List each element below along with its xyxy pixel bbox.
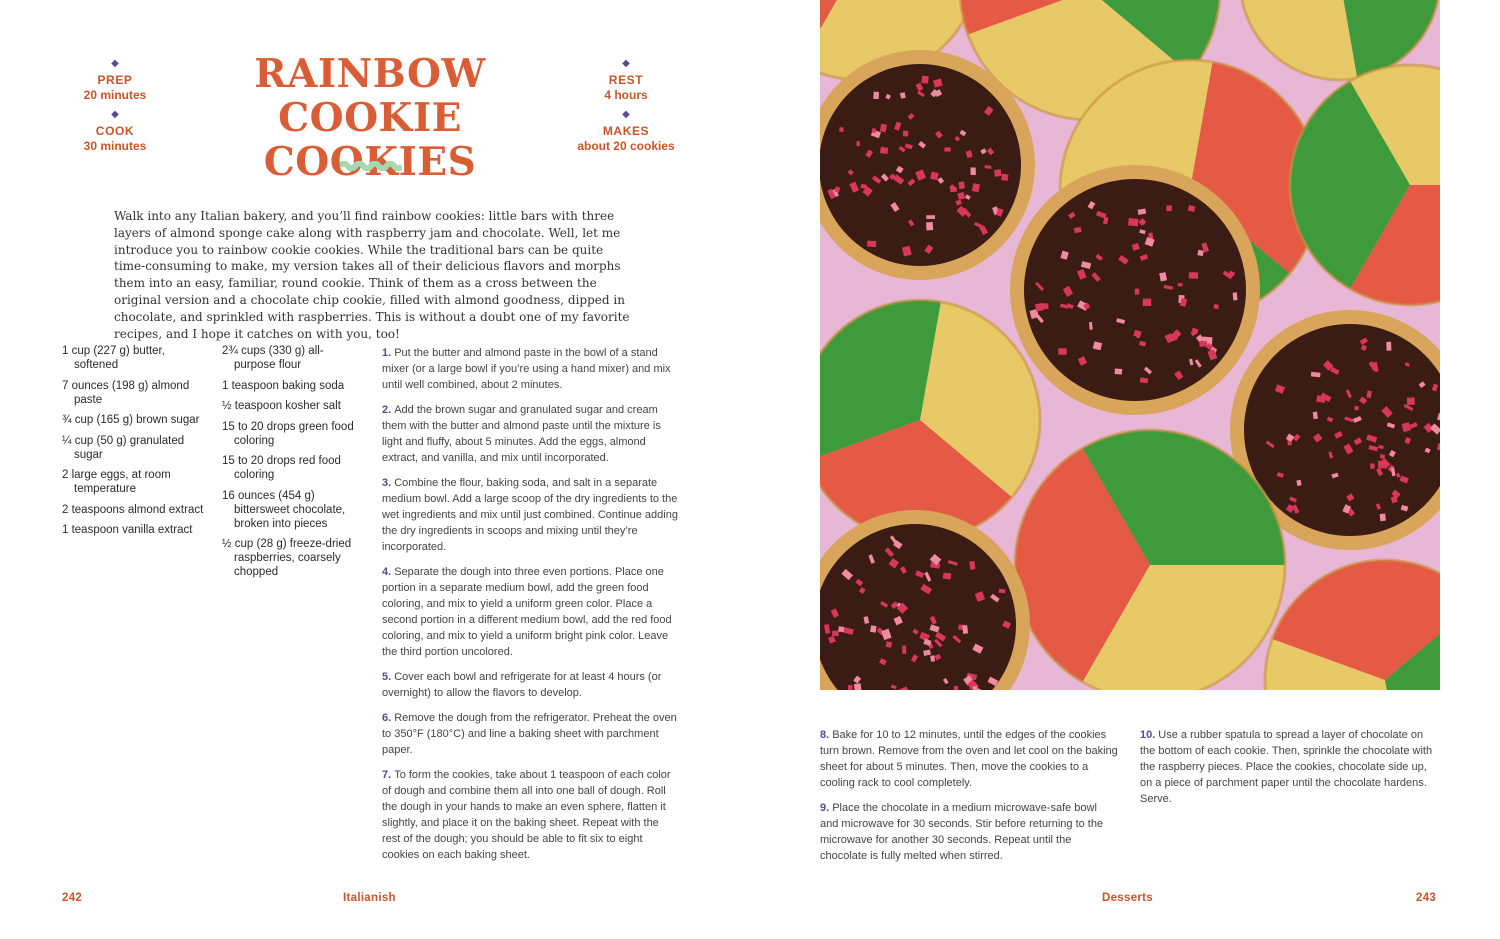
raspberry-piece bbox=[854, 683, 862, 690]
ingredient-item: 15 to 20 drops red food coloring bbox=[222, 455, 341, 481]
cook-meta bbox=[40, 110, 190, 154]
makes-meta bbox=[551, 110, 701, 154]
method-step bbox=[820, 800, 1118, 864]
step-text: To form the cookies, take about 1 teaspoon of each color of dough and combine them all into one ball of dough. Roll the dough in your hands to make an even sphere, flatten it slightly, and place it on the baking sheet. Repeat with the rest of the dough; you should be able to fit six to eight cookies on each baking sheet. bbox=[382, 769, 671, 861]
method-steps-left bbox=[382, 345, 680, 872]
method-step bbox=[382, 669, 680, 701]
running-head-right: Desserts bbox=[1102, 892, 1153, 904]
method-step bbox=[382, 345, 680, 393]
raspberry-piece bbox=[1115, 369, 1123, 375]
raspberry-piece bbox=[1166, 205, 1171, 211]
raspberry-piece bbox=[1407, 397, 1415, 405]
prep-label: PREP bbox=[97, 73, 133, 87]
step-number: 7. bbox=[382, 769, 392, 781]
raspberry-piece bbox=[1143, 299, 1151, 306]
prep-meta bbox=[40, 59, 190, 103]
raspberry-piece bbox=[969, 561, 975, 570]
method-step bbox=[382, 402, 680, 466]
step-number: 10. bbox=[1140, 729, 1156, 741]
raspberry-piece bbox=[959, 181, 965, 189]
ingredient-item: 2¾ cups (330 g) all-purpose flour bbox=[222, 345, 324, 371]
raspberry-piece bbox=[880, 147, 888, 154]
raspberry-piece bbox=[1370, 463, 1375, 468]
step-text: Bake for 10 to 12 minutes, until the edges of the cookies turn brown. Remove from the oven and let cool on the baking sheet for about 5 minutes. Then, move the cookies to a cooling rack to cool completely. bbox=[820, 729, 1118, 789]
page-number-left: 242 bbox=[62, 892, 83, 904]
ingredients-column-1 bbox=[62, 344, 207, 544]
method-steps-right bbox=[1140, 727, 1436, 816]
diamond-icon: ◆ bbox=[111, 109, 119, 120]
rest-label: REST bbox=[608, 73, 644, 87]
raspberry-piece bbox=[1135, 289, 1140, 295]
raspberry-piece bbox=[1197, 250, 1203, 256]
ingredients-column-2 bbox=[222, 344, 362, 586]
chocolate-cookie bbox=[1010, 165, 1260, 415]
makes-value: about 20 cookies bbox=[577, 139, 675, 153]
step-text: Separate the dough into three even portions. Place one portion in a separate medium bowl, add the green food coloring, and mix to yield a uniform green color. Place a second portion in a different medium bowl, add the red food coloring, and mix to yield a uniform bright pink color. Leave the third portion uncolored. bbox=[382, 566, 672, 658]
rest-value: 4 hours bbox=[604, 88, 648, 102]
method-step bbox=[382, 475, 680, 555]
step-text: Remove the dough from the refrigerator. Preheat the oven to 350°F (180°C) and line a baking sheet with parchment paper. bbox=[382, 712, 677, 756]
raspberry-piece bbox=[1378, 461, 1387, 469]
raspberry-piece bbox=[1355, 406, 1359, 410]
raspberry-piece bbox=[943, 572, 952, 579]
raspberry-piece bbox=[926, 215, 935, 219]
ingredient-item: ½ teaspoon kosher salt bbox=[222, 400, 341, 412]
method-step bbox=[382, 564, 680, 660]
step-text: Cover each bowl and refrigerate for at least 4 hours (or overnight) to allow the flavors to develop. bbox=[382, 671, 662, 699]
raspberry-piece bbox=[832, 631, 839, 636]
method-steps-middle bbox=[820, 727, 1118, 873]
raspberry-piece bbox=[921, 76, 929, 84]
raspberry-piece bbox=[1189, 272, 1198, 278]
step-text: Add the brown sugar and granulated sugar and cream them with the butter and almond paste until the mixture is light and fluffy, about 5 minutes. Add the eggs, almond extract, and vanilla, and mix until incorporated. bbox=[382, 404, 661, 464]
raspberry-piece bbox=[954, 686, 959, 690]
raspberry-piece bbox=[1386, 342, 1391, 351]
step-text: Put the butter and almond paste in the bowl of a stand mixer (or a large bowl if you’re using a hand mixer) and mix until well combined, about 2 minutes. bbox=[382, 347, 671, 391]
raspberry-piece bbox=[1058, 348, 1066, 355]
squiggle-divider bbox=[340, 161, 402, 171]
raspberry-piece bbox=[838, 626, 844, 632]
step-number: 8. bbox=[820, 729, 830, 741]
raspberry-piece bbox=[1199, 341, 1207, 347]
ingredient-item: 2 large eggs, at room temperature bbox=[62, 469, 171, 495]
raspberry-piece bbox=[930, 655, 935, 661]
ingredient-item: 1 cup (227 g) butter, softened bbox=[62, 345, 165, 371]
raspberry-piece bbox=[950, 187, 957, 192]
ingredient-item: 2 teaspoons almond extract bbox=[62, 503, 204, 516]
raspberry-piece bbox=[1128, 218, 1138, 226]
ingredient-item: 1 teaspoon vanilla extract bbox=[62, 524, 193, 536]
method-step bbox=[382, 767, 680, 863]
diamond-icon: ◆ bbox=[622, 109, 630, 120]
raspberry-piece bbox=[848, 685, 853, 690]
makes-label: MAKES bbox=[602, 124, 650, 138]
raspberry-piece bbox=[867, 240, 876, 247]
step-number: 2. bbox=[382, 404, 392, 416]
raspberry-piece bbox=[872, 128, 876, 133]
raspberry-piece bbox=[944, 147, 951, 151]
title-line-1: RAINBOW COOKIE bbox=[254, 51, 486, 141]
raspberry-piece bbox=[886, 641, 893, 648]
raspberry-piece bbox=[1311, 372, 1321, 377]
raspberry-piece bbox=[903, 131, 908, 137]
title-line-2: COOKIES bbox=[263, 139, 477, 185]
raspberry-piece bbox=[971, 167, 976, 175]
intro-paragraph: Walk into any Italian bakery, and you’ll find rainbow cookies: little bars with three layers of almond sponge cake along with raspberry jam and chocolate. Well, let me introduce you to rainbow cookie cookies. While the traditional bars can be quite time-consuming to make, my version takes all of their delicious flavors and morphs them into an easy, familiar, round cookie. Think of them as a cross between the original version and a chocolate chip cookie, filled with almond goodness, dipped in chocolate, and sprinkled with raspberries. This is without a doubt one of my favorite recipes, and I hope it catches on with you, too! bbox=[114, 209, 630, 341]
running-head-left: Italianish bbox=[343, 892, 396, 904]
ingredient-item: 15 to 20 drops green food coloring bbox=[222, 420, 354, 447]
step-number: 6. bbox=[382, 712, 392, 724]
step-text: Place the chocolate in a medium microwave-safe bowl and microwave for 30 seconds. Stir before returning to the microwave for another 30 seconds. Repeat until the chocolate is fully melted when stirred. bbox=[820, 802, 1104, 862]
step-number: 4. bbox=[382, 566, 392, 578]
step-number: 9. bbox=[820, 802, 830, 814]
step-text: Combine the flour, baking soda, and salt in a separate medium bowl. Add a large scoop of the dry ingredients to the wet ingredients and mix until just combined. Continue adding the dry ingredients in scoops and mixing until they’re incorporated. bbox=[382, 477, 678, 553]
raspberry-piece bbox=[1296, 480, 1301, 486]
raspberry-piece bbox=[1313, 412, 1318, 419]
page-number-right: 243 bbox=[1416, 892, 1437, 904]
method-step bbox=[820, 727, 1118, 791]
raspberry-piece bbox=[870, 625, 877, 632]
prep-value: 20 minutes bbox=[83, 88, 147, 102]
raspberry-piece bbox=[962, 625, 968, 634]
raspberry-piece bbox=[1380, 514, 1386, 522]
step-number: 3. bbox=[382, 477, 392, 489]
raspberry-piece bbox=[994, 169, 1001, 176]
method-step bbox=[1140, 727, 1436, 807]
ingredient-item: ¾ cup (165 g) brown sugar bbox=[62, 414, 200, 426]
raspberry-piece bbox=[902, 646, 906, 654]
rest-meta bbox=[551, 59, 701, 103]
ingredient-item: 1 teaspoon baking soda bbox=[222, 379, 345, 392]
step-number: 5. bbox=[382, 671, 392, 683]
ingredient-item: ½ cup (28 g) freeze-dried raspberries, coarsely chopped bbox=[222, 538, 352, 578]
cook-value: 30 minutes bbox=[83, 139, 147, 153]
step-text: Use a rubber spatula to spread a layer of chocolate on the bottom of each cookie. Then, sprinkle the chocolate with the raspberry pieces. Place the cookies, chocolate side up, on a piece of parchment paper until the chocolate hardens. Serve. bbox=[1140, 729, 1433, 805]
diamond-icon: ◆ bbox=[622, 58, 630, 69]
step-number: 1. bbox=[382, 347, 392, 359]
raspberry-piece bbox=[1035, 303, 1044, 312]
ingredient-item: 16 ounces (454 g) bittersweet chocolate, broken into pieces bbox=[222, 489, 346, 530]
raspberry-piece bbox=[1178, 283, 1183, 286]
method-step bbox=[382, 710, 680, 758]
raspberry-piece bbox=[856, 141, 860, 146]
raspberry-piece bbox=[1001, 174, 1008, 181]
ingredient-item: 7 ounces (198 g) almond paste bbox=[62, 379, 190, 406]
diamond-icon: ◆ bbox=[111, 58, 119, 69]
raspberry-piece bbox=[1380, 454, 1385, 458]
raspberry-piece bbox=[957, 192, 965, 200]
raspberry-piece bbox=[839, 127, 843, 132]
raspberry-piece bbox=[999, 589, 1006, 594]
raspberry-piece bbox=[1233, 292, 1238, 300]
raspberry-piece bbox=[873, 92, 879, 99]
ingredient-item: ¼ cup (50 g) granulated sugar bbox=[62, 434, 185, 461]
raspberry-piece bbox=[926, 222, 933, 231]
cook-label: COOK bbox=[95, 124, 135, 138]
cookies-photo bbox=[820, 0, 1440, 690]
raspberry-piece bbox=[1213, 304, 1218, 309]
